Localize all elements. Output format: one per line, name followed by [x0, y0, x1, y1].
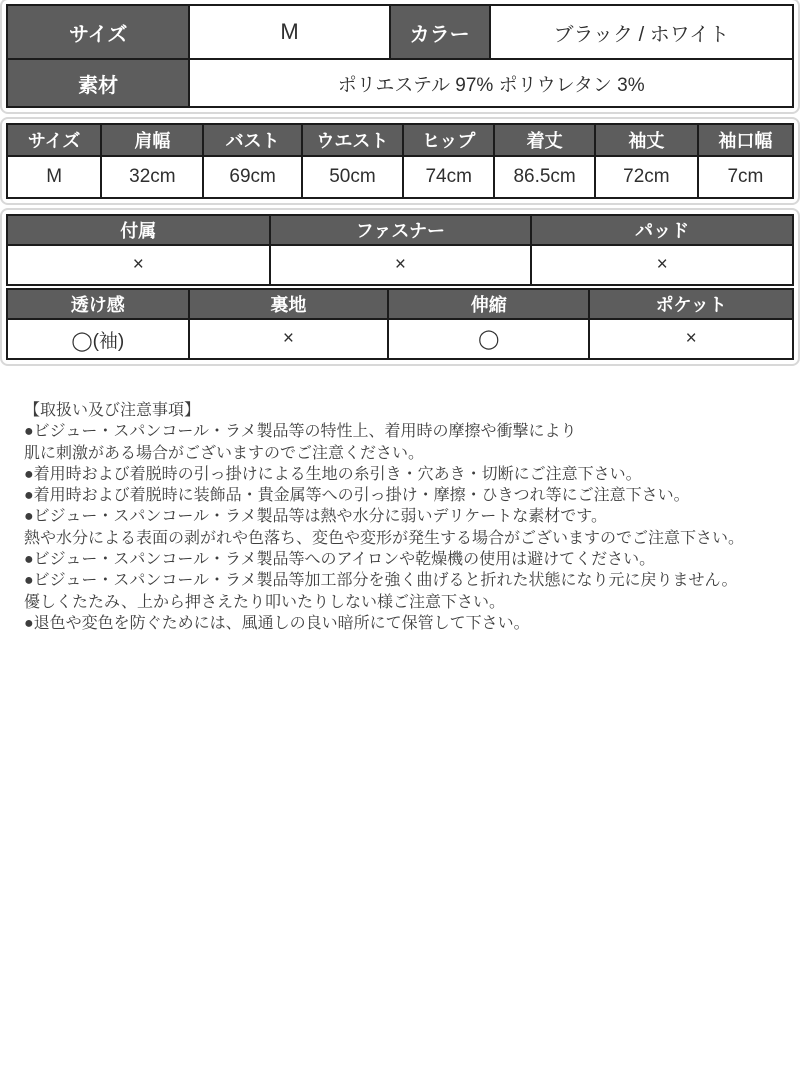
- measurements-table: [6, 123, 794, 199]
- spec-row-material: [7, 59, 793, 107]
- measurements-header-size: サイズ: [7, 124, 101, 156]
- features-header-fastener: ファスナー: [270, 215, 532, 245]
- measurements-header-waist: ウエスト: [302, 124, 403, 156]
- features-value-pocket: ×: [589, 319, 793, 359]
- measurements-value-length: 86.5cm: [494, 156, 595, 198]
- measurements-value-sleeve: 72cm: [595, 156, 698, 198]
- care-note-line: ●ビジュー・スパンコール・ラメ製品等は熱や水分に弱いデリケートな素材です。: [24, 508, 607, 526]
- features-header-stretch: 伸縮: [388, 289, 589, 319]
- features-header-pad: パッド: [531, 215, 793, 245]
- features2-value-row: [7, 319, 793, 359]
- care-note-line: ●着用時および着脱時の引っ掛けによる生地の糸引き・穴あき・切断にご注意下さい。: [24, 465, 642, 483]
- features-table-2: [6, 288, 794, 360]
- care-note-line: 優しくたたみ、上から押さえたり叩いたりしない様ご注意下さい。: [24, 593, 505, 611]
- measurements-value-bust: 69cm: [203, 156, 301, 198]
- features1-header-row: [7, 215, 793, 245]
- features-header-accessory: 付属: [7, 215, 270, 245]
- measurements-value-hip: 74cm: [403, 156, 494, 198]
- care-note-line: ●ビジュー・スパンコール・ラメ製品等の特性上、着用時の摩擦や衝撃により: [24, 423, 577, 441]
- care-notes-title: 【取扱い及び注意事項】: [24, 402, 201, 419]
- spec-table-container: [0, 0, 800, 114]
- care-note-line: ●着用時および着脱時に装飾品・貴金属等への引っ掛け・摩擦・ひきつれ等にご注意下さい。: [24, 487, 690, 505]
- care-note-line: ●ビジュー・スパンコール・ラメ製品等加工部分を強く曲げると折れた状態になり元に戻りません。: [24, 572, 738, 590]
- care-note-line: ●退色や変色を防ぐためには、風通しの良い暗所にて保管して下さい。: [24, 614, 530, 632]
- measurements-value-size: M: [7, 156, 101, 198]
- features-value-lining: ×: [189, 319, 389, 359]
- care-notes: [0, 400, 800, 634]
- measurements-header-length: 着丈: [494, 124, 595, 156]
- measurements-header-cuff: 袖口幅: [698, 124, 793, 156]
- features-value-accessory: ×: [7, 245, 270, 285]
- measurements-header-sleeve: 袖丈: [595, 124, 698, 156]
- spec-table: [6, 4, 794, 108]
- material-value-cell: ポリエステル 97% ポリウレタン 3%: [189, 59, 793, 107]
- measurements-value-row: [7, 156, 793, 198]
- features-value-pad: ×: [531, 245, 793, 285]
- measurements-value-cuff: 7cm: [698, 156, 793, 198]
- measurements-value-waist: 50cm: [302, 156, 403, 198]
- size-value-cell: M: [189, 5, 389, 59]
- spec-row-size-color: [7, 5, 793, 59]
- care-note-line: ●ビジュー・スパンコール・ラメ製品等へのアイロンや乾燥機の使用は避けてください。: [24, 551, 656, 569]
- features-header-lining: 裏地: [189, 289, 389, 319]
- care-note-line: 肌に刺激がある場合がございますのでご注意ください。: [24, 444, 425, 462]
- measurements-header-hip: ヒップ: [403, 124, 494, 156]
- features2-header-row: [7, 289, 793, 319]
- measurements-header-shoulder: 肩幅: [101, 124, 203, 156]
- features-tables-container: [0, 208, 800, 366]
- features-header-sheerness: 透け感: [7, 289, 189, 319]
- measurements-value-shoulder: 32cm: [101, 156, 203, 198]
- size-label-cell: サイズ: [7, 5, 189, 59]
- features1-value-row: [7, 245, 793, 285]
- care-note-line: 熱や水分による表面の剥がれや色落ち、変色や変形が発生する場合がございますのでご注意下さい。: [24, 529, 745, 547]
- features-header-pocket: ポケット: [589, 289, 793, 319]
- features-table-1: [6, 214, 794, 286]
- measurements-table-container: [0, 117, 800, 205]
- features-value-sheerness: ◯(袖): [7, 319, 189, 359]
- material-label-cell: 素材: [7, 59, 189, 107]
- measurements-header-bust: バスト: [203, 124, 301, 156]
- features-value-fastener: ×: [270, 245, 532, 285]
- measurements-header-row: [7, 124, 793, 156]
- color-value-cell: ブラック / ホワイト: [490, 5, 793, 59]
- features-value-stretch: ◯: [388, 319, 589, 359]
- color-label-cell: カラー: [390, 5, 490, 59]
